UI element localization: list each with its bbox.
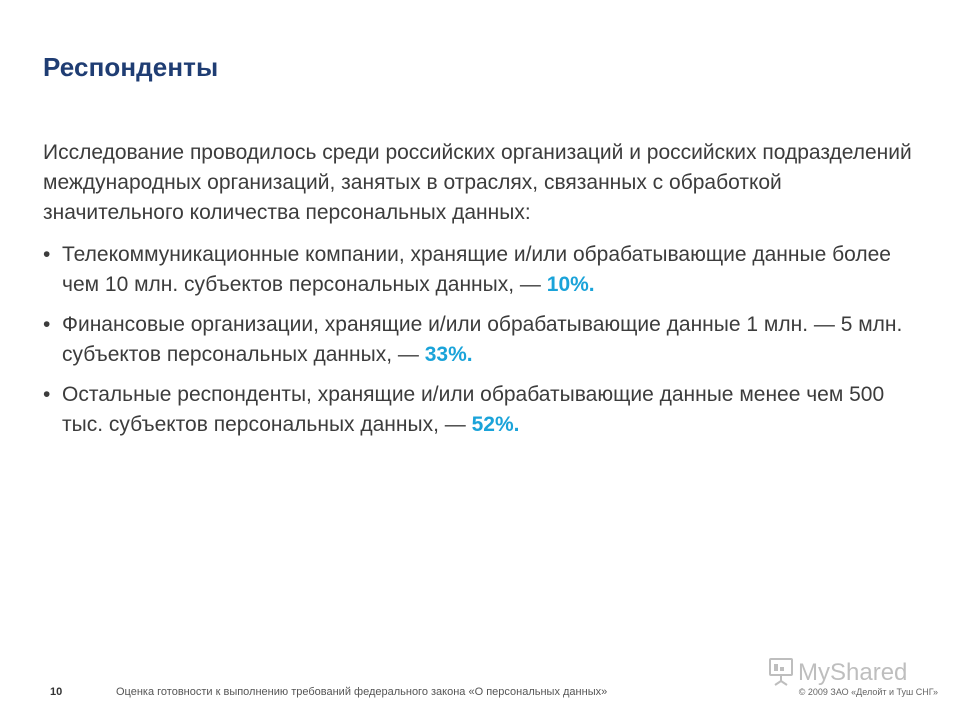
bullet-icon: • — [43, 383, 51, 406]
list-item-text: Телекоммуникационные компании, хранящие и/или обрабатывающие данные более чем 10 млн. субъектов персональных данных, — — [62, 243, 891, 296]
list-item-text: Остальные респонденты, хранящие и/или обрабатывающие данные менее чем 500 тыс. субъектов персональных данных, — — [62, 383, 885, 436]
percent-value: 52%. — [471, 413, 520, 436]
list-item-finance — [43, 310, 923, 370]
bullet-icon: • — [43, 243, 51, 266]
slide-title: Респонденты — [43, 52, 219, 82]
slide-body — [43, 138, 923, 450]
watermark-text: MyShared — [798, 659, 908, 686]
list-item-text: Финансовые организации, хранящие и/или обрабатывающие данные 1 млн. — 5 млн. субъектов персональных данных, — — [62, 313, 903, 366]
slide-footer — [0, 686, 960, 706]
respondent-list — [43, 240, 923, 440]
list-item-telecom — [43, 240, 923, 300]
bullet-icon: • — [43, 313, 51, 336]
list-item-other — [43, 380, 923, 440]
footer-document-title: Оценка готовности к выполнению требований федерального закона «О персональных данных» — [116, 686, 608, 698]
percent-value: 33%. — [424, 343, 473, 366]
intro-paragraph: Исследование проводилось среди российских организаций и российских подразделений международных организаций, занятых в отраслях, связанных с обработкой значительного количества персональных данных: — [43, 141, 912, 224]
percent-value: 10%. — [546, 273, 595, 296]
page-number: 10 — [50, 686, 63, 698]
presentation-board-icon — [770, 659, 792, 685]
watermark-logo — [766, 655, 926, 689]
copyright-notice: © 2009 ЗАО «Делойт и Туш СНГ» — [798, 687, 938, 697]
